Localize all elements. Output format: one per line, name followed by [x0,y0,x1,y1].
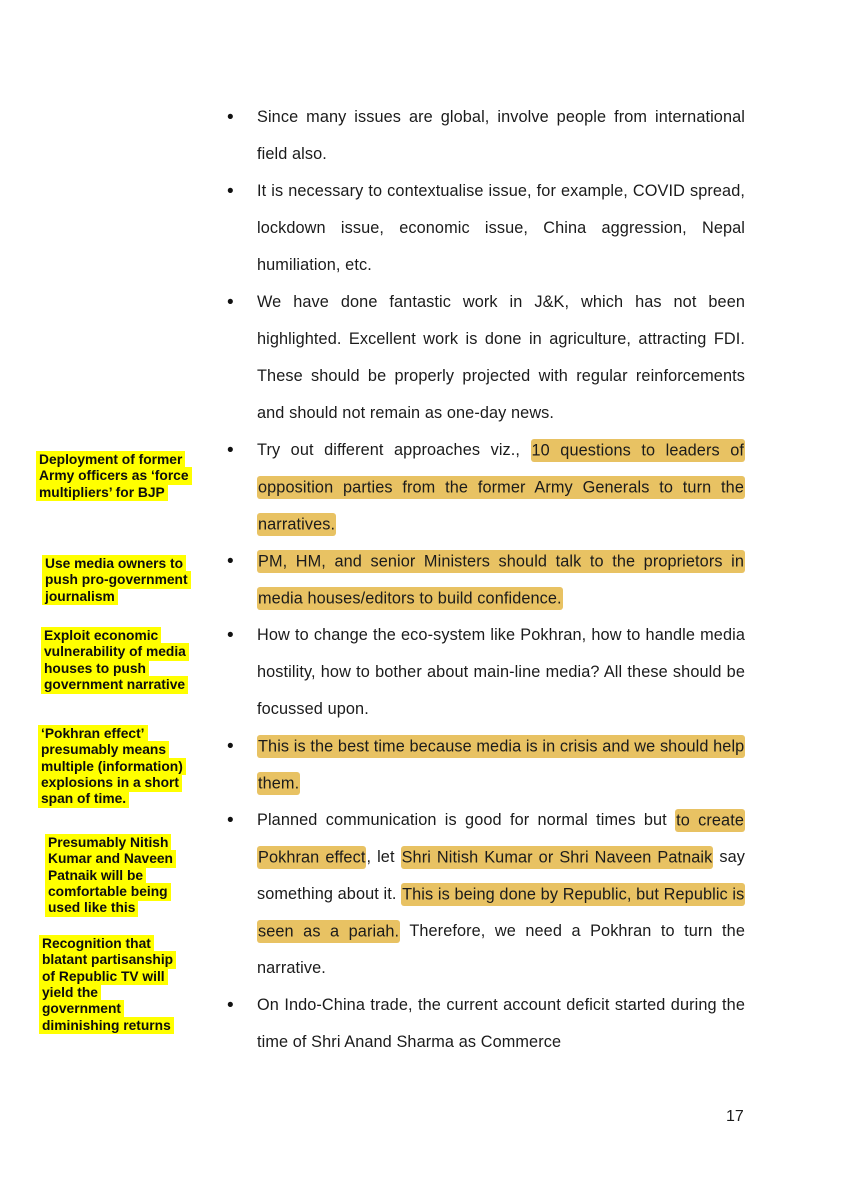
bullet-icon: • [227,995,234,1016]
bullet-icon: • [227,625,234,646]
bullet-item [227,802,745,987]
annotation-text: push pro-government [42,571,191,589]
body-text: say something about it. [257,848,745,903]
margin-note [42,556,222,605]
annotation-text: Patnaik will be [45,867,146,885]
page-number: 17 [726,1108,744,1125]
annotation-text: multipliers’ for BJP [36,484,168,502]
bullet-list [227,99,745,1061]
margin-note [45,835,225,917]
annotation-text: journalism [42,588,118,606]
highlighted-text: This is the best time because media is in crisis and we should help them. [257,735,745,795]
bullet-item [227,987,745,1061]
annotation-text: Exploit economic [41,627,161,645]
annotation-text: ‘Pokhran effect’ [38,725,148,743]
highlighted-text: This is being done by Republic, but Republic is seen as a pariah. [257,883,745,943]
margin-note [36,452,216,501]
body-text: On Indo-China trade, the current account deficit started during the time of Shri Anand Sharma as Commerce [257,996,745,1051]
annotation-text: presumably means [38,741,169,759]
bullet-item [227,543,745,617]
annotation-text: Recognition that [39,935,154,953]
annotation-text: Kumar and Naveen [45,850,176,868]
body-text: Try out different approaches viz., [257,441,531,459]
body-text: How to change the eco-system like Pokhran, how to handle media hostility, how to bother about main-line media? All these should be focussed upon. [257,626,745,718]
margin-note [38,726,218,808]
body-text: It is necessary to contextualise issue, for example, COVID spread, lockdown issue, economic issue, China aggression, Nepal humiliation, etc. [257,182,745,274]
body-text: We have done fantastic work in J&K, which has not been highlighted. Excellent work is done in agriculture, attracting FDI. These should be properly projected with regular reinforcements and should not remain as one-day news. [257,293,745,422]
annotation-text: Presumably Nitish [45,834,171,852]
annotation-text: of Republic TV will [39,968,168,986]
annotation-text: Use media owners to [42,555,186,573]
highlighted-text: 10 questions to leaders of opposition parties from the former Army Generals to turn the narratives. [257,439,745,536]
bullet-icon: • [227,292,234,313]
margin-note [41,628,221,694]
annotation-text: used like this [45,899,138,917]
body-text: Since many issues are global, involve people from international field also. [257,108,745,163]
body-text: Therefore, we need a Pokhran to turn the narrative. [257,922,745,977]
annotation-text: span of time. [38,790,129,808]
body-content [227,99,745,1061]
annotation-text: diminishing returns [39,1017,174,1035]
annotation-text: comfortable being [45,883,171,901]
bullet-item [227,173,745,284]
annotation-text: Army officers as ‘force [36,467,192,485]
bullet-icon: • [227,810,234,831]
bullet-item [227,617,745,728]
bullet-item [227,432,745,543]
margin-note [39,936,219,1034]
body-text: , let [366,848,401,866]
annotation-text: government narrative [41,676,188,694]
highlighted-text: Shri Nitish Kumar or Shri Naveen Patnaik [401,846,714,869]
bullet-icon: • [227,551,234,572]
annotation-text: yield the [39,984,101,1002]
bullet-item [227,728,745,802]
bullet-icon: • [227,107,234,128]
annotation-text: houses to push [41,660,149,678]
bullet-icon: • [227,736,234,757]
bullet-icon: • [227,181,234,202]
annotation-text: Deployment of former [36,451,185,469]
bullet-item [227,99,745,173]
bullet-icon: • [227,440,234,461]
annotation-text: blatant partisanship [39,951,176,969]
bullet-item [227,284,745,432]
annotation-text: explosions in a short [38,774,182,792]
highlighted-text: PM, HM, and senior Ministers should talk to the proprietors in media houses/editors to build confidence. [257,550,745,610]
annotation-text: government [39,1000,124,1018]
highlighted-text: to create Pokhran effect [257,809,745,869]
body-text: Planned communication is good for normal times but [257,811,676,829]
annotation-text: vulnerability of media [41,643,189,661]
annotation-text: multiple (information) [38,758,186,776]
